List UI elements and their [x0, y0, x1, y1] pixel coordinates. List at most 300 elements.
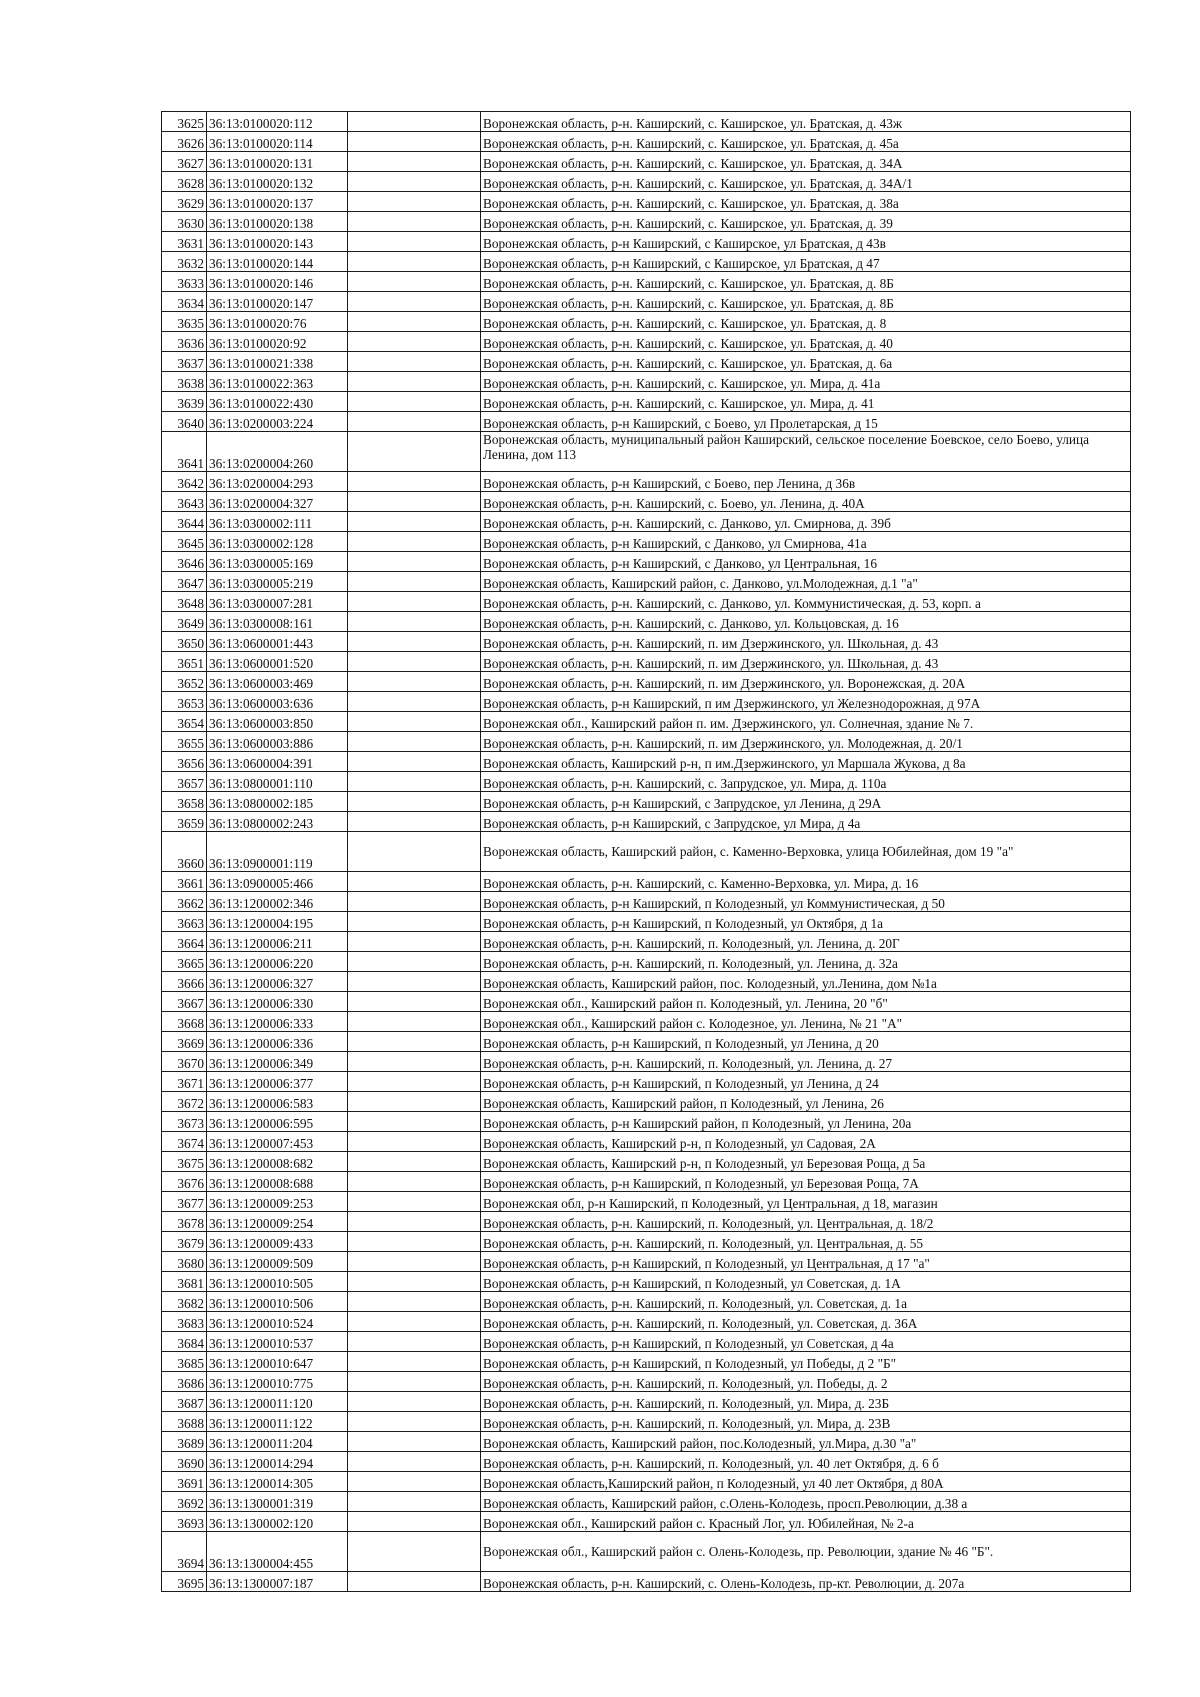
- address: Воронежская область, р-н. Каширский, п. Колодезный, ул. Советская, д. 1а: [481, 1292, 1131, 1312]
- cadastral-number: 36:13:0100022:363: [207, 372, 348, 392]
- empty-cell: [348, 1272, 481, 1292]
- empty-cell: [348, 892, 481, 912]
- address: Воронежская обл., Каширский район с. Колодезное, ул. Ленина, № 21 "А": [481, 1012, 1131, 1032]
- row-number: 3655: [162, 732, 207, 752]
- registry-table: [161, 111, 1131, 1592]
- cadastral-number: 36:13:1200006:330: [207, 992, 348, 1012]
- table-row: [162, 1492, 1131, 1512]
- row-number: 3634: [162, 292, 207, 312]
- table-row: [162, 1392, 1131, 1412]
- address: Воронежская область, Каширский р-н, п Колодезный, ул Садовая, 2А: [481, 1132, 1131, 1152]
- empty-cell: [348, 1392, 481, 1412]
- address: Воронежская область, р-н Каширский, с Боево, пер Ленина, д 36в: [481, 472, 1131, 492]
- table-row: [162, 1352, 1131, 1372]
- address: Воронежская область, р-н. Каширский, п. Колодезный, ул. Победы, д. 2: [481, 1372, 1131, 1392]
- address: Воронежская область, Каширский р-н, п Колодезный, ул Березовая Роща, д 5а: [481, 1152, 1131, 1172]
- row-number: 3643: [162, 492, 207, 512]
- cadastral-number: 36:13:0200004:327: [207, 492, 348, 512]
- address: Воронежская область, р-н. Каширский, п. им Дзержинского, ул. Молодежная, д. 20/1: [481, 732, 1131, 752]
- cadastral-number: 36:13:1200007:453: [207, 1132, 348, 1152]
- address: Воронежская обл., Каширский район с. Олень-Колодезь, пр. Революции, здание № 46 "Б".: [481, 1532, 1131, 1572]
- table-row: [162, 212, 1131, 232]
- empty-cell: [348, 792, 481, 812]
- table-row: [162, 552, 1131, 572]
- cadastral-number: 36:13:1200004:195: [207, 912, 348, 932]
- table-row: [162, 812, 1131, 832]
- row-number: 3635: [162, 312, 207, 332]
- empty-cell: [348, 672, 481, 692]
- empty-cell: [348, 692, 481, 712]
- address: Воронежская область, муниципальный район Каширский, сельское поселение Боевское, село Боево, улица Ленина, дом 113: [481, 432, 1131, 472]
- address: Воронежская область, Каширский район, пос.Колодезный, ул.Мира, д.30 "а": [481, 1432, 1131, 1452]
- cadastral-number: 36:13:0300002:111: [207, 512, 348, 532]
- row-number: 3693: [162, 1512, 207, 1532]
- empty-cell: [348, 752, 481, 772]
- row-number: 3694: [162, 1532, 207, 1572]
- table-row: [162, 272, 1131, 292]
- cadastral-number: 36:13:1200010:524: [207, 1312, 348, 1332]
- row-number: 3682: [162, 1292, 207, 1312]
- row-number: 3661: [162, 872, 207, 892]
- empty-cell: [348, 812, 481, 832]
- row-number: 3671: [162, 1072, 207, 1092]
- table-row: [162, 1152, 1131, 1172]
- address: Воронежская обл., Каширский район с. Красный Лог, ул. Юбилейная, № 2-а: [481, 1512, 1131, 1532]
- empty-cell: [348, 732, 481, 752]
- table-row: [162, 472, 1131, 492]
- cadastral-number: 36:13:1200009:509: [207, 1252, 348, 1272]
- row-number: 3651: [162, 652, 207, 672]
- row-number: 3646: [162, 552, 207, 572]
- cadastral-number: 36:13:0100020:144: [207, 252, 348, 272]
- table-row: [162, 692, 1131, 712]
- empty-cell: [348, 912, 481, 932]
- row-number: 3653: [162, 692, 207, 712]
- table-row: [162, 1232, 1131, 1252]
- empty-cell: [348, 652, 481, 672]
- table-row: [162, 1072, 1131, 1092]
- table-row: [162, 932, 1131, 952]
- cadastral-number: 36:13:1200010:537: [207, 1332, 348, 1352]
- address: Воронежская область, р-н Каширский, п Колодезный, ул Ленина, д 24: [481, 1072, 1131, 1092]
- row-number: 3668: [162, 1012, 207, 1032]
- cadastral-number: 36:13:0300007:281: [207, 592, 348, 612]
- address: Воронежская область, р-н Каширский, п Колодезный, ул Коммунистическая, д 50: [481, 892, 1131, 912]
- empty-cell: [348, 572, 481, 592]
- row-number: 3652: [162, 672, 207, 692]
- cadastral-number: 36:13:0800002:243: [207, 812, 348, 832]
- table-row: [162, 172, 1131, 192]
- address: Воронежская область, Каширский район, с. Каменно-Верховка, улица Юбилейная, дом 19 "а": [481, 832, 1131, 872]
- cadastral-number: 36:13:1200006:377: [207, 1072, 348, 1092]
- row-number: 3636: [162, 332, 207, 352]
- row-number: 3638: [162, 372, 207, 392]
- cadastral-number: 36:13:0100020:146: [207, 272, 348, 292]
- cadastral-number: 36:13:1200006:349: [207, 1052, 348, 1072]
- empty-cell: [348, 1152, 481, 1172]
- empty-cell: [348, 512, 481, 532]
- cadastral-number: 36:13:1200006:220: [207, 952, 348, 972]
- table-row: [162, 892, 1131, 912]
- address: Воронежская область, р-н Каширский, с Каширское, ул Братская, д 47: [481, 252, 1131, 272]
- empty-cell: [348, 632, 481, 652]
- address: Воронежская область, р-н. Каширский, с. Боево, ул. Ленина, д. 40А: [481, 492, 1131, 512]
- row-number: 3633: [162, 272, 207, 292]
- row-number: 3640: [162, 412, 207, 432]
- address: Воронежская область, Каширский район, п Колодезный, ул Ленина, 26: [481, 1092, 1131, 1112]
- empty-cell: [348, 152, 481, 172]
- cadastral-number: 36:13:1200010:647: [207, 1352, 348, 1372]
- table-row: [162, 152, 1131, 172]
- address: Воронежская область, р-н Каширский, п Колодезный, ул Центральная, д 17 "а": [481, 1252, 1131, 1272]
- row-number: 3678: [162, 1212, 207, 1232]
- row-number: 3627: [162, 152, 207, 172]
- address: Воронежская область, р-н Каширский, с Данково, ул Смирнова, 41а: [481, 532, 1131, 552]
- address: Воронежская область, р-н. Каширский, с. Каширское, ул. Братская, д. 8Б: [481, 292, 1131, 312]
- table-row: [162, 1132, 1131, 1152]
- address: Воронежская область, р-н. Каширский, с. Каширское, ул. Братская, д. 45а: [481, 132, 1131, 152]
- cadastral-number: 36:13:0100020:114: [207, 132, 348, 152]
- cadastral-number: 36:13:1200009:433: [207, 1232, 348, 1252]
- address: Воронежская область, р-н. Каширский, с. Каширское, ул. Братская, д. 34А: [481, 152, 1131, 172]
- row-number: 3683: [162, 1312, 207, 1332]
- table-row: [162, 1572, 1131, 1592]
- table-row: [162, 952, 1131, 972]
- address: Воронежская область, р-н. Каширский, п. Колодезный, ул. Мира, д. 23В: [481, 1412, 1131, 1432]
- empty-cell: [348, 1192, 481, 1212]
- table-row: [162, 1012, 1131, 1032]
- empty-cell: [348, 832, 481, 872]
- empty-cell: [348, 612, 481, 632]
- table-row: [162, 1272, 1131, 1292]
- empty-cell: [348, 172, 481, 192]
- empty-cell: [348, 1252, 481, 1272]
- table-row: [162, 652, 1131, 672]
- empty-cell: [348, 1452, 481, 1472]
- row-number: 3649: [162, 612, 207, 632]
- cadastral-number: 36:13:0100020:92: [207, 332, 348, 352]
- address: Воронежская обл, р-н Каширский, п Колодезный, ул Центральная, д 18, магазин: [481, 1192, 1131, 1212]
- cadastral-number: 36:13:1200006:583: [207, 1092, 348, 1112]
- row-number: 3676: [162, 1172, 207, 1192]
- address: Воронежская область, р-н. Каширский, с. Каширское, ул. Братская, д. 39: [481, 212, 1131, 232]
- table-row: [162, 352, 1131, 372]
- table-row: [162, 372, 1131, 392]
- cadastral-number: 36:13:0300008:161: [207, 612, 348, 632]
- cadastral-number: 36:13:1300001:319: [207, 1492, 348, 1512]
- row-number: 3673: [162, 1112, 207, 1132]
- row-number: 3639: [162, 392, 207, 412]
- table-row: [162, 872, 1131, 892]
- table-row: [162, 832, 1131, 872]
- cadastral-number: 36:13:1200010:506: [207, 1292, 348, 1312]
- table-row: [162, 1172, 1131, 1192]
- empty-cell: [348, 472, 481, 492]
- empty-cell: [348, 872, 481, 892]
- row-number: 3628: [162, 172, 207, 192]
- empty-cell: [348, 492, 481, 512]
- cadastral-number: 36:13:1200006:333: [207, 1012, 348, 1032]
- table-row: [162, 612, 1131, 632]
- table-row: [162, 1032, 1131, 1052]
- address: Воронежская область, р-н Каширский, п Колодезный, ул Победы, д 2 "Б": [481, 1352, 1131, 1372]
- empty-cell: [348, 1512, 481, 1532]
- cadastral-number: 36:13:0800001:110: [207, 772, 348, 792]
- cadastral-number: 36:13:1200010:775: [207, 1372, 348, 1392]
- address: Воронежская область, р-н. Каширский, с. Каширское, ул. Братская, д. 8Б: [481, 272, 1131, 292]
- empty-cell: [348, 1052, 481, 1072]
- cadastral-number: 36:13:1300007:187: [207, 1572, 348, 1592]
- table-row: [162, 632, 1131, 652]
- empty-cell: [348, 1312, 481, 1332]
- row-number: 3687: [162, 1392, 207, 1412]
- row-number: 3637: [162, 352, 207, 372]
- empty-cell: [348, 1352, 481, 1372]
- address: Воронежская область, р-н Каширский, с Запрудское, ул Ленина, д 29А: [481, 792, 1131, 812]
- cadastral-number: 36:13:1200008:688: [207, 1172, 348, 1192]
- empty-cell: [348, 132, 481, 152]
- address: Воронежская область, р-н. Каширский, п. Колодезный, ул. Ленина, д. 20Г: [481, 932, 1131, 952]
- table-row: [162, 992, 1131, 1012]
- empty-cell: [348, 1172, 481, 1192]
- row-number: 3681: [162, 1272, 207, 1292]
- address: Воронежская область, р-н. Каширский, с. Каменно-Верховка, ул. Мира, д. 16: [481, 872, 1131, 892]
- address: Воронежская область, р-н. Каширский, п. Колодезный, ул. 40 лет Октября, д. 6 б: [481, 1452, 1131, 1472]
- address: Воронежская обл., Каширский район п. Колодезный, ул. Ленина, 20 "б": [481, 992, 1131, 1012]
- row-number: 3659: [162, 812, 207, 832]
- empty-cell: [348, 712, 481, 732]
- cadastral-number: 36:13:0300005:219: [207, 572, 348, 592]
- cadastral-number: 36:13:1200008:682: [207, 1152, 348, 1172]
- address: Воронежская область, р-н. Каширский, с. Данково, ул. Кольцовская, д. 16: [481, 612, 1131, 632]
- row-number: 3667: [162, 992, 207, 1012]
- row-number: 3672: [162, 1092, 207, 1112]
- row-number: 3691: [162, 1472, 207, 1492]
- row-number: 3654: [162, 712, 207, 732]
- table-row: [162, 1252, 1131, 1272]
- row-number: 3688: [162, 1412, 207, 1432]
- address: Воронежская область, р-н Каширский, п Колодезный, ул Ленина, д 20: [481, 1032, 1131, 1052]
- table-row: [162, 312, 1131, 332]
- table-row: [162, 512, 1131, 532]
- empty-cell: [348, 192, 481, 212]
- row-number: 3630: [162, 212, 207, 232]
- empty-cell: [348, 312, 481, 332]
- address: Воронежская область, р-н Каширский, п Колодезный, ул Октября, д 1а: [481, 912, 1131, 932]
- row-number: 3690: [162, 1452, 207, 1472]
- address: Воронежская область, р-н. Каширский, п. Колодезный, ул. Советская, д. 36А: [481, 1312, 1131, 1332]
- address: Воронежская область, р-н. Каширский, п. им Дзержинского, ул. Школьная, д. 43: [481, 632, 1131, 652]
- address: Воронежская область, р-н. Каширский, с. Данково, ул. Коммунистическая, д. 53, корп. а: [481, 592, 1131, 612]
- table-row: [162, 1092, 1131, 1112]
- empty-cell: [348, 1532, 481, 1572]
- empty-cell: [348, 1072, 481, 1092]
- cadastral-number: 36:13:1200009:253: [207, 1192, 348, 1212]
- empty-cell: [348, 1492, 481, 1512]
- address: Воронежская область, р-н. Каширский, с. Каширское, ул. Мира, д. 41а: [481, 372, 1131, 392]
- empty-cell: [348, 112, 481, 132]
- row-number: 3658: [162, 792, 207, 812]
- table-row: [162, 532, 1131, 552]
- row-number: 3625: [162, 112, 207, 132]
- address: Воронежская область, р-н. Каширский, п. им Дзержинского, ул. Школьная, д. 43: [481, 652, 1131, 672]
- table-row: [162, 232, 1131, 252]
- row-number: 3631: [162, 232, 207, 252]
- address: Воронежская область, р-н. Каширский, с. Каширское, ул. Мира, д. 41: [481, 392, 1131, 412]
- table-row: [162, 1312, 1131, 1332]
- table-row: [162, 1192, 1131, 1212]
- empty-cell: [348, 1572, 481, 1592]
- cadastral-number: 36:13:0200004:260: [207, 432, 348, 472]
- cadastral-number: 36:13:1200009:254: [207, 1212, 348, 1232]
- cadastral-number: 36:13:1200011:204: [207, 1432, 348, 1452]
- table-row: [162, 712, 1131, 732]
- empty-cell: [348, 1472, 481, 1492]
- row-number: 3644: [162, 512, 207, 532]
- table-row: [162, 332, 1131, 352]
- empty-cell: [348, 272, 481, 292]
- address: Воронежская область, р-н. Каширский, п. Колодезный, ул. Ленина, д. 27: [481, 1052, 1131, 1072]
- table-row: [162, 1052, 1131, 1072]
- cadastral-number: 36:13:1200011:120: [207, 1392, 348, 1412]
- cadastral-number: 36:13:0100020:112: [207, 112, 348, 132]
- table-row: [162, 672, 1131, 692]
- empty-cell: [348, 1112, 481, 1132]
- cadastral-number: 36:13:0200004:293: [207, 472, 348, 492]
- table-row: [162, 132, 1131, 152]
- address: Воронежская область, р-н Каширский, с Каширское, ул Братская, д 43в: [481, 232, 1131, 252]
- row-number: 3674: [162, 1132, 207, 1152]
- cadastral-number: 36:13:1200014:305: [207, 1472, 348, 1492]
- address: Воронежская область, р-н Каширский, с Запрудское, ул Мира, д 4а: [481, 812, 1131, 832]
- address: Воронежская обл., Каширский район п. им. Дзержинского, ул. Солнечная, здание № 7.: [481, 712, 1131, 732]
- empty-cell: [348, 1232, 481, 1252]
- row-number: 3664: [162, 932, 207, 952]
- address: Воронежская область, р-н Каширский, п Колодезный, ул Березовая Роща, 7А: [481, 1172, 1131, 1192]
- table-row: [162, 1212, 1131, 1232]
- table-row: [162, 752, 1131, 772]
- table-row: [162, 432, 1131, 472]
- cadastral-number: 36:13:1200010:505: [207, 1272, 348, 1292]
- table-row: [162, 252, 1131, 272]
- cadastral-number: 36:13:0600004:391: [207, 752, 348, 772]
- cadastral-number: 36:13:0100020:131: [207, 152, 348, 172]
- row-number: 3641: [162, 432, 207, 472]
- cadastral-number: 36:13:1300002:120: [207, 1512, 348, 1532]
- empty-cell: [348, 972, 481, 992]
- row-number: 3686: [162, 1372, 207, 1392]
- table-row: [162, 1332, 1131, 1352]
- cadastral-number: 36:13:0300002:128: [207, 532, 348, 552]
- address: Воронежская область, р-н. Каширский, п. Колодезный, ул. Ленина, д. 32а: [481, 952, 1131, 972]
- table-row: [162, 1292, 1131, 1312]
- empty-cell: [348, 772, 481, 792]
- row-number: 3642: [162, 472, 207, 492]
- table-row: [162, 1452, 1131, 1472]
- cadastral-number: 36:13:1200014:294: [207, 1452, 348, 1472]
- empty-cell: [348, 392, 481, 412]
- cadastral-number: 36:13:0800002:185: [207, 792, 348, 812]
- row-number: 3684: [162, 1332, 207, 1352]
- table-row: [162, 772, 1131, 792]
- address: Воронежская область, Каширский район, пос. Колодезный, ул.Ленина, дом №1а: [481, 972, 1131, 992]
- address: Воронежская область,Каширский район, п Колодезный, ул 40 лет Октября, д 80А: [481, 1472, 1131, 1492]
- cadastral-number: 36:13:1200006:211: [207, 932, 348, 952]
- table-row: [162, 732, 1131, 752]
- row-number: 3663: [162, 912, 207, 932]
- table-row: [162, 792, 1131, 812]
- row-number: 3669: [162, 1032, 207, 1052]
- empty-cell: [348, 1292, 481, 1312]
- table-row: [162, 1372, 1131, 1392]
- row-number: 3648: [162, 592, 207, 612]
- cadastral-number: 36:13:0100020:147: [207, 292, 348, 312]
- cadastral-number: 36:13:0600003:469: [207, 672, 348, 692]
- cadastral-number: 36:13:0600003:850: [207, 712, 348, 732]
- row-number: 3695: [162, 1572, 207, 1592]
- empty-cell: [348, 932, 481, 952]
- empty-cell: [348, 552, 481, 572]
- empty-cell: [348, 212, 481, 232]
- cadastral-number: 36:13:1200006:327: [207, 972, 348, 992]
- address: Воронежская область, Каширский район, с. Данково, ул.Молодежная, д.1 "а": [481, 572, 1131, 592]
- empty-cell: [348, 1012, 481, 1032]
- address: Воронежская область, р-н. Каширский, с. Каширское, ул. Братская, д. 38а: [481, 192, 1131, 212]
- table-row: [162, 1412, 1131, 1432]
- row-number: 3645: [162, 532, 207, 552]
- empty-cell: [348, 1332, 481, 1352]
- cadastral-number: 36:13:0100020:137: [207, 192, 348, 212]
- cadastral-number: 36:13:0900001:119: [207, 832, 348, 872]
- cadastral-number: 36:13:1200002:346: [207, 892, 348, 912]
- table-row: [162, 1432, 1131, 1452]
- table-row: [162, 1112, 1131, 1132]
- row-number: 3666: [162, 972, 207, 992]
- address: Воронежская область, р-н. Каширский, с. Каширское, ул. Братская, д. 8: [481, 312, 1131, 332]
- row-number: 3626: [162, 132, 207, 152]
- table-row: [162, 1472, 1131, 1492]
- address: Воронежская область, р-н. Каширский, с. Запрудское, ул. Мира, д. 110а: [481, 772, 1131, 792]
- address: Воронежская область, р-н Каширский, с Боево, ул Пролетарская, д 15: [481, 412, 1131, 432]
- cadastral-number: 36:13:0100021:338: [207, 352, 348, 372]
- empty-cell: [348, 952, 481, 972]
- table-row: [162, 912, 1131, 932]
- address: Воронежская область, р-н. Каширский, п. Колодезный, ул. Мира, д. 23Б: [481, 1392, 1131, 1412]
- table-row: [162, 1512, 1131, 1532]
- row-number: 3660: [162, 832, 207, 872]
- empty-cell: [348, 332, 481, 352]
- address: Воронежская область, р-н. Каширский, п. Колодезный, ул. Центральная, д. 18/2: [481, 1212, 1131, 1232]
- address: Воронежская область, р-н. Каширский, с. Каширское, ул. Братская, д. 34А/1: [481, 172, 1131, 192]
- address: Воронежская область, р-н Каширский район, п Колодезный, ул Ленина, 20а: [481, 1112, 1131, 1132]
- empty-cell: [348, 1212, 481, 1232]
- cadastral-number: 36:13:0900005:466: [207, 872, 348, 892]
- row-number: 3675: [162, 1152, 207, 1172]
- address: Воронежская область, р-н Каширский, с Данково, ул Центральная, 16: [481, 552, 1131, 572]
- empty-cell: [348, 1432, 481, 1452]
- table-row: [162, 392, 1131, 412]
- row-number: 3677: [162, 1192, 207, 1212]
- table-row: [162, 412, 1131, 432]
- address: Воронежская область, Каширский р-н, п им.Дзержинского, ул Маршала Жукова, д 8а: [481, 752, 1131, 772]
- cadastral-number: 36:13:0100020:132: [207, 172, 348, 192]
- table-row: [162, 292, 1131, 312]
- cadastral-number: 36:13:0600001:443: [207, 632, 348, 652]
- address: Воронежская область, р-н. Каширский, с. Каширское, ул. Братская, д. 43ж: [481, 112, 1131, 132]
- empty-cell: [348, 372, 481, 392]
- cadastral-number: 36:13:0100022:430: [207, 392, 348, 412]
- row-number: 3679: [162, 1232, 207, 1252]
